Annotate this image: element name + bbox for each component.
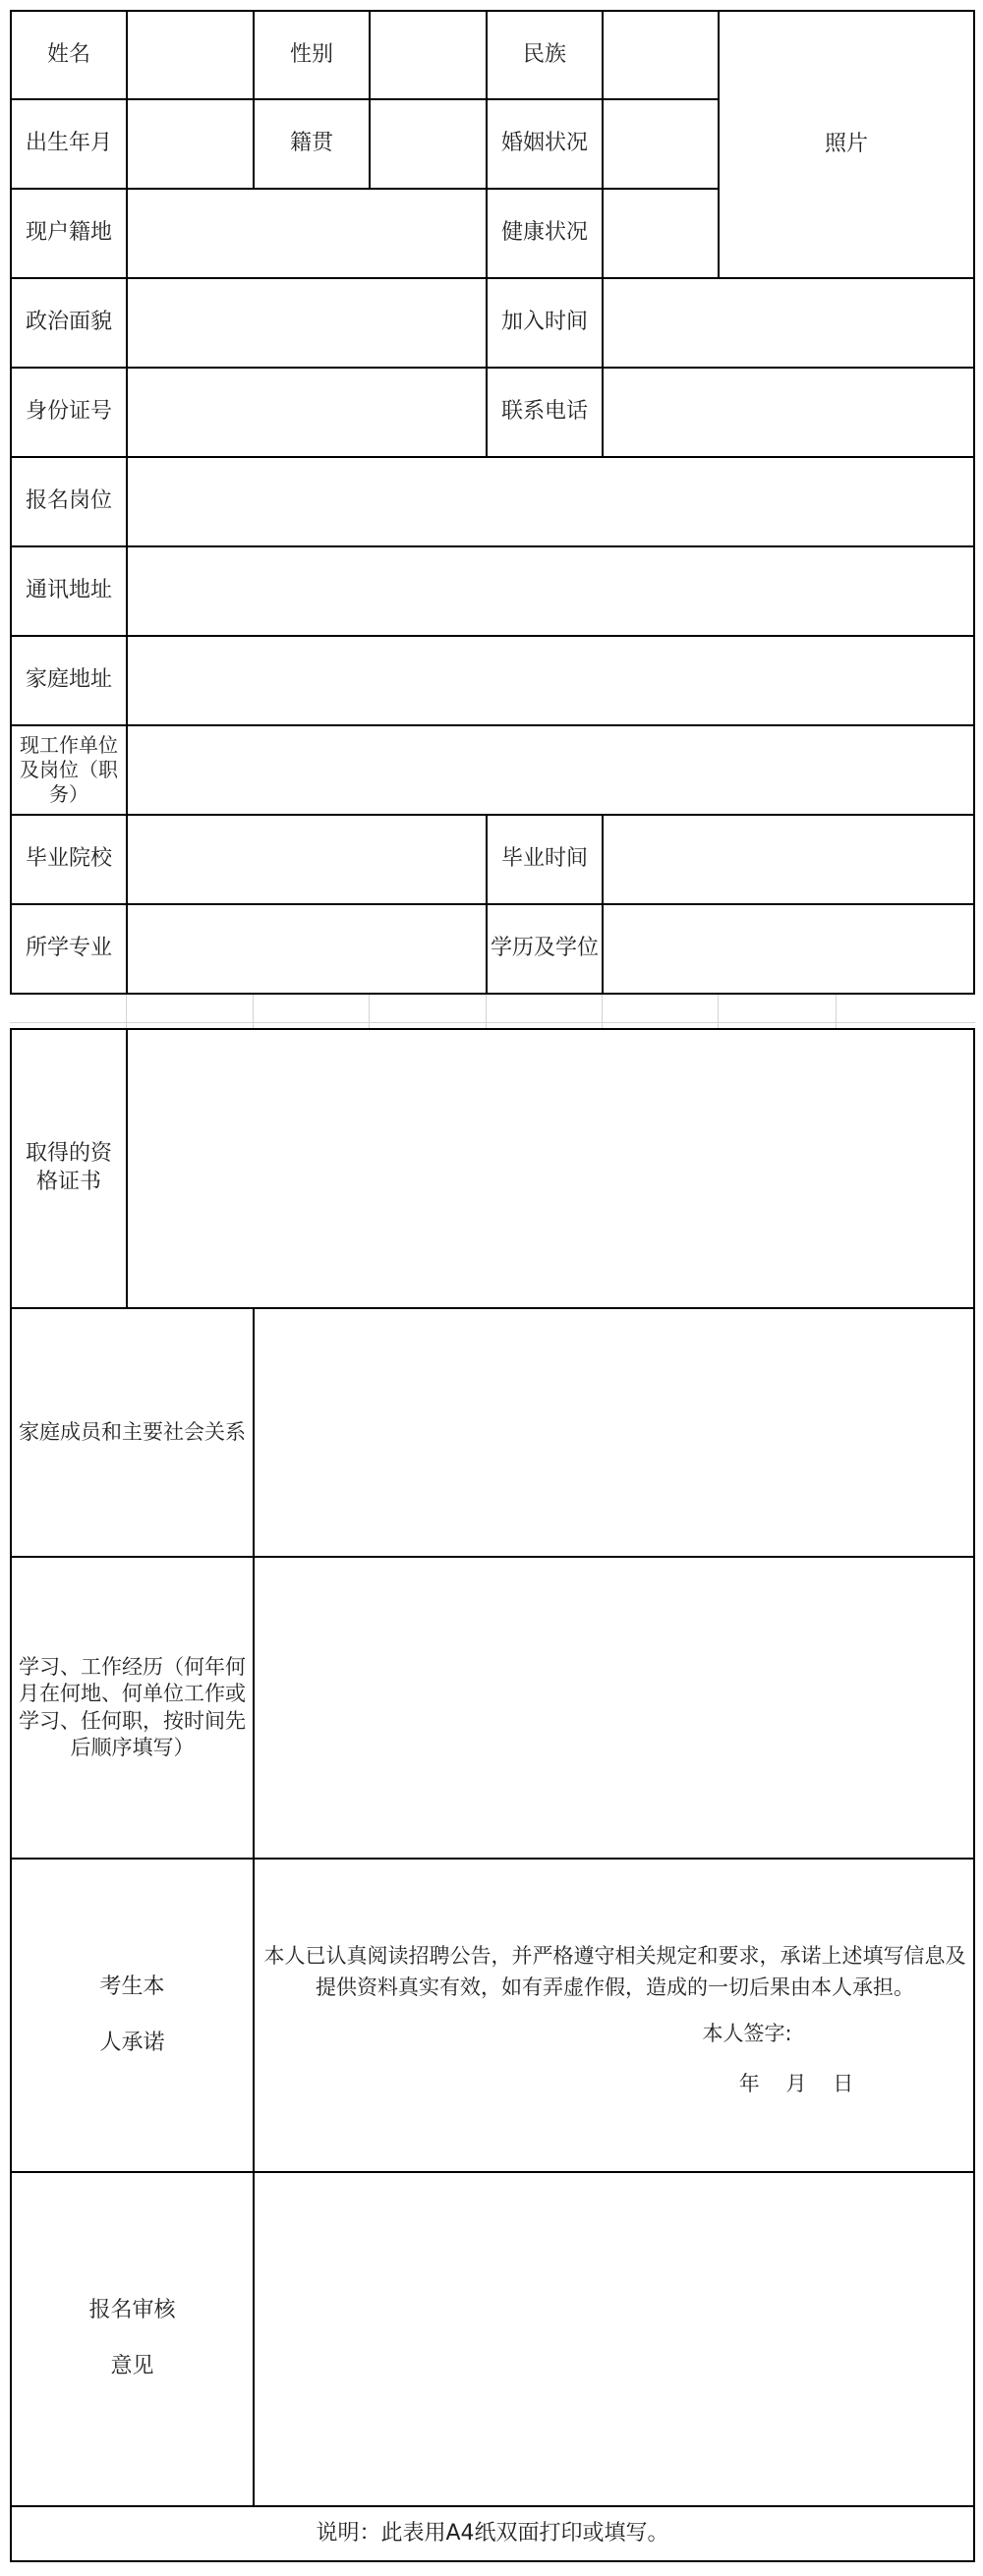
health-field[interactable] — [604, 190, 718, 277]
major-field[interactable] — [128, 905, 486, 993]
label-grad-time: 毕业时间 — [500, 846, 588, 872]
current-work-field[interactable] — [128, 726, 973, 814]
degree-field[interactable] — [604, 905, 973, 993]
grid-line — [253, 995, 254, 1028]
review-field[interactable] — [255, 2173, 973, 2505]
photo-box[interactable]: 照片 — [824, 131, 868, 156]
label-school: 毕业院校 — [25, 846, 112, 872]
grid-line — [369, 995, 370, 1028]
position-field[interactable] — [128, 458, 973, 545]
label-certificates: 取得的资格证书 — [25, 1141, 112, 1194]
grid-line — [718, 995, 719, 1028]
marital-field[interactable] — [604, 100, 718, 188]
birth-field[interactable] — [128, 100, 253, 188]
label-household: 现户籍地 — [25, 220, 112, 246]
label-join-time: 加入时间 — [500, 310, 588, 335]
label-ethnicity: 民族 — [522, 41, 566, 67]
label-position: 报名岗位 — [25, 488, 112, 514]
label-phone: 联系电话 — [500, 399, 588, 425]
ethnicity-field[interactable] — [604, 12, 718, 98]
experience-field[interactable] — [255, 1558, 973, 1858]
family-field[interactable] — [255, 1309, 973, 1556]
native-place-field[interactable] — [371, 100, 486, 188]
grid-line — [10, 993, 975, 995]
label-major: 所学专业 — [25, 936, 112, 961]
label-id-number: 身份证号 — [25, 399, 112, 425]
join-time-field[interactable] — [604, 279, 973, 367]
label-family: 家庭成员和主要社会关系 — [19, 1419, 246, 1444]
school-field[interactable] — [128, 816, 486, 903]
grid-line — [973, 1028, 975, 2562]
grid-line — [973, 10, 975, 995]
grid-line — [126, 995, 127, 1028]
label-health: 健康状况 — [500, 220, 588, 246]
home-address-field[interactable] — [128, 637, 973, 724]
label-political: 政治面貌 — [25, 310, 112, 335]
phone-field[interactable] — [604, 369, 973, 456]
grid-line — [486, 995, 487, 1028]
label-marital: 婚姻状况 — [500, 131, 588, 156]
label-current-work: 现工作单位及岗位（职务） — [20, 733, 118, 806]
grid-line — [602, 995, 603, 1028]
grad-time-field[interactable] — [604, 816, 973, 903]
label-birth: 出生年月 — [25, 131, 112, 156]
certificates-field[interactable] — [128, 1030, 973, 1307]
grid-line — [836, 995, 837, 1028]
grid-line — [10, 2560, 975, 2562]
name-field[interactable] — [128, 12, 253, 98]
label-gender: 性别 — [289, 41, 333, 67]
footer-note: 说明：此表用A4纸双面打印或填写。 — [316, 2520, 669, 2546]
political-field[interactable] — [128, 279, 486, 367]
label-promise: 考生本 人承诺 — [99, 1974, 165, 2055]
gender-field[interactable] — [371, 12, 486, 98]
label-experience: 学习、工作经历（何年何月在何地、何单位工作或学习、任何职，按时间先后顺序填写） — [19, 1654, 246, 1759]
promise-box — [255, 1860, 973, 2171]
label-mail-address: 通讯地址 — [25, 578, 112, 603]
mail-address-field[interactable] — [128, 547, 973, 635]
id-number-field[interactable] — [128, 369, 486, 456]
label-name: 姓名 — [46, 41, 90, 67]
label-review: 报名审核 意见 — [88, 2298, 176, 2379]
grid-line — [10, 1022, 975, 1023]
label-home-address: 家庭地址 — [25, 667, 112, 693]
promise-text: 本人已认真阅读招聘公告，并严格遵守相关规定和要求，承诺上述填写信息及提供资料真实有效，如有弄虚作假，造成的一切后果由本人承担。 — [263, 1944, 966, 1999]
signature-label: 本人签字: — [702, 2022, 792, 2045]
label-degree: 学历及学位 — [490, 936, 599, 961]
date-label: 年 月 日 — [738, 2072, 854, 2095]
label-native-place: 籍贯 — [289, 131, 333, 156]
household-field[interactable] — [128, 190, 486, 277]
